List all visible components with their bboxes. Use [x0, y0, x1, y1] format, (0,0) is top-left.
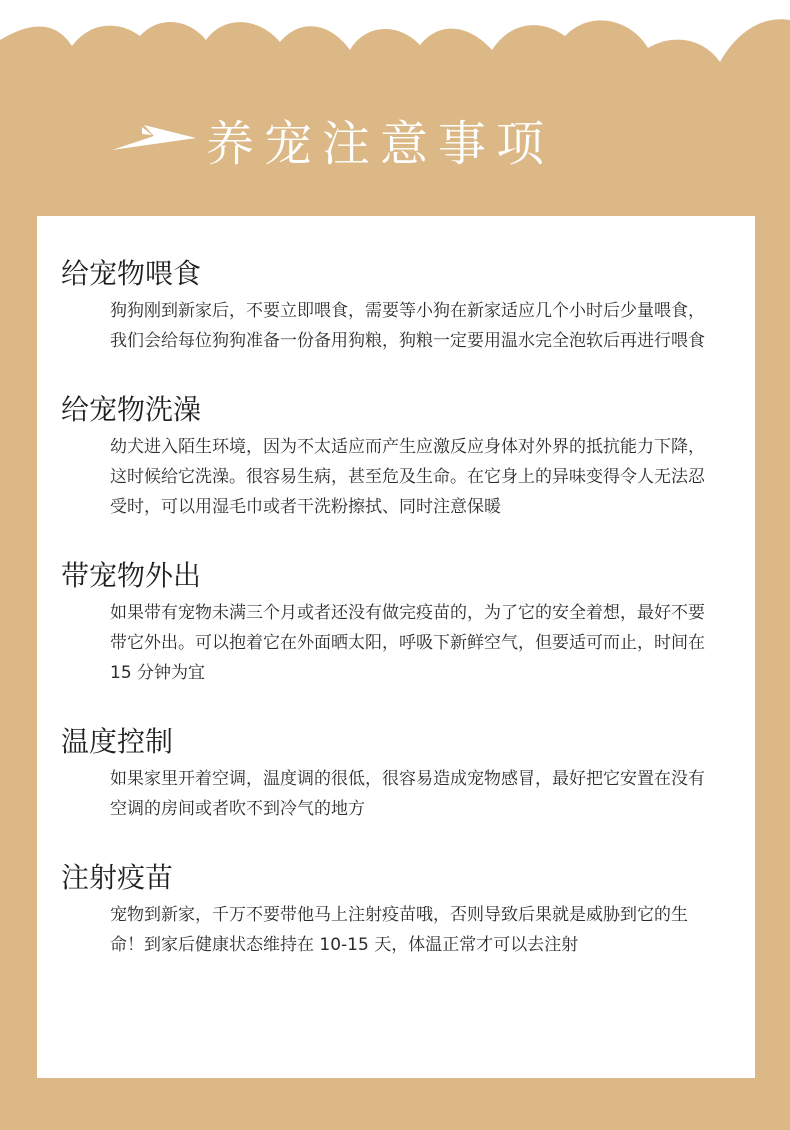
section-temperature — [61, 722, 729, 824]
section-title: 给宠物洗澡 — [61, 393, 202, 426]
page-title: 养宠注意事项 — [206, 116, 555, 172]
section-title: 温度控制 — [61, 725, 174, 758]
section-going-out — [61, 556, 729, 688]
section-body: 如果家里开着空调，温度调的很低，很容易造成宠物感冒，最好把它安置在没有空调的房间或者吹不到冷气的地方 — [110, 769, 705, 819]
paper-plane-icon — [112, 112, 198, 162]
section-title: 注射疫苗 — [61, 861, 174, 894]
cloud-border — [0, 0, 790, 115]
section-title: 带宠物外出 — [61, 559, 202, 592]
section-body: 狗狗刚到新家后，不要立即喂食，需要等小狗在新家适应几个小时后少量喂食，我们会给每位狗狗准备一份备用狗粮，狗粮一定要用温水完全泡软后再进行喂食 — [110, 301, 705, 351]
section-body: 如果带有宠物未满三个月或者还没有做完疫苗的，为了它的安全着想，最好不要带它外出。可以抱着它在外面晒太阳，呼吸下新鲜空气，但要适可而止，时间在 15 分钟为宜 — [110, 603, 705, 683]
section-title: 给宠物喂食 — [61, 257, 202, 290]
section-feeding — [61, 254, 729, 356]
section-body: 宠物到新家，千万不要带他马上注射疫苗哦，否则导致后果就是威胁到它的生命！到家后健康状态维持在 10-15 天，体温正常才可以去注射 — [110, 905, 688, 955]
section-bathing — [61, 390, 729, 522]
content-card — [37, 216, 755, 1078]
section-vaccination — [61, 858, 729, 960]
section-body: 幼犬进入陌生环境，因为不太适应而产生应激反应身体对外界的抵抗能力下降，这时候给它洗澡。很容易生病，甚至危及生命。在它身上的异味变得令人无法忍受时，可以用湿毛巾或者干洗粉擦拭、同时注意保暖 — [110, 437, 705, 517]
header — [0, 100, 790, 210]
